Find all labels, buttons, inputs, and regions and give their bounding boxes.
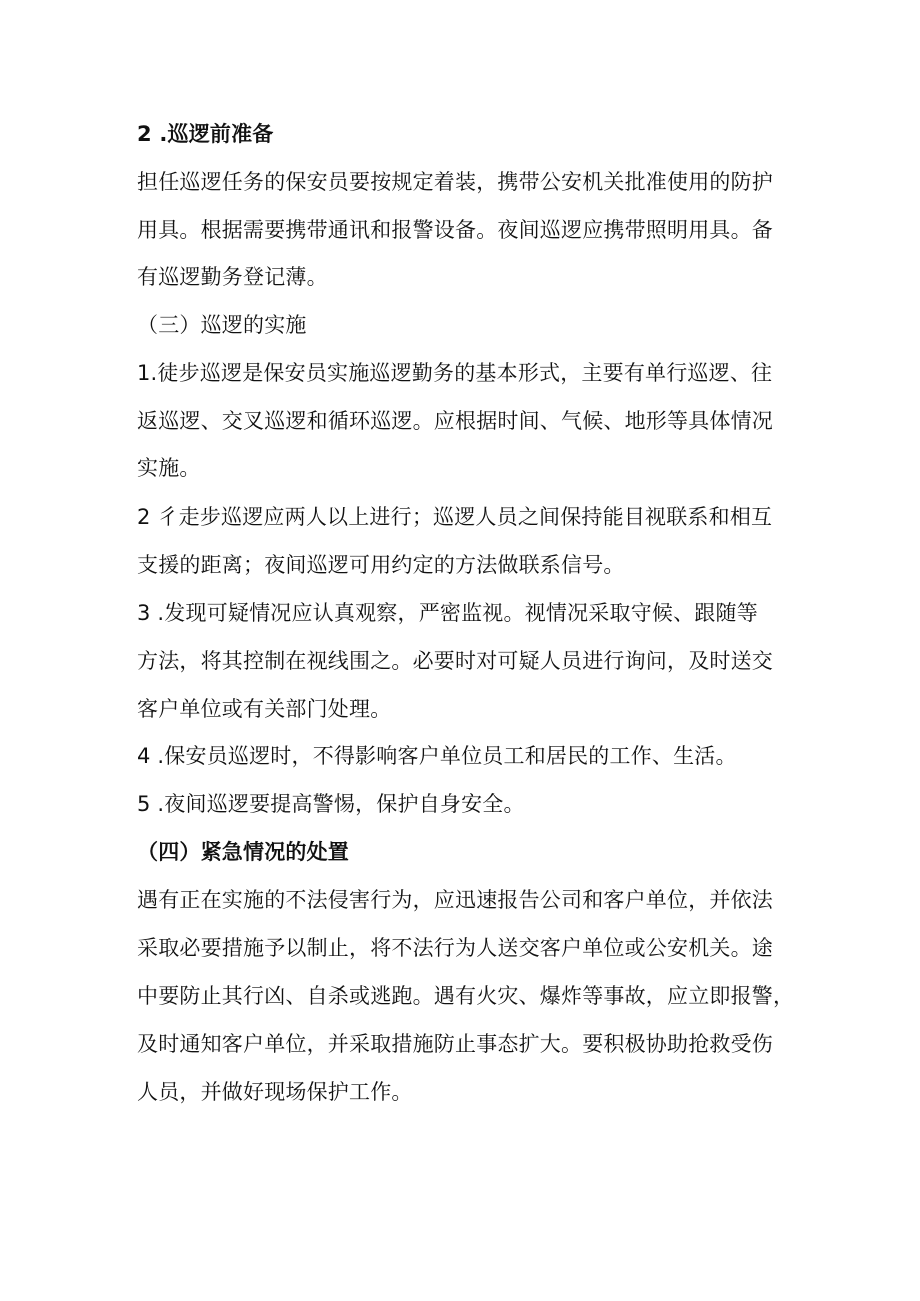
paragraph-line: 担任巡逻任务的保安员要按规定着装，携带公安机关批准使用的防护	[137, 170, 773, 194]
paragraph-line: 3 .发现可疑情况应认真观察，严密监视。视情况采取守候、跟随等	[137, 601, 758, 625]
paragraph-line: 返巡逻、交叉巡逻和循环巡逻。应根据时间、气候、地形等具体情况	[137, 409, 773, 433]
paragraph-line: 4 .保安员巡逻时，不得影响客户单位员工和居民的工作、生活。	[137, 744, 737, 768]
paragraph-line: 客户单位或有关部门处理。	[137, 697, 392, 721]
paragraph-line: 有巡逻勤务登记薄。	[137, 265, 328, 289]
paragraph-line: 实施。	[137, 456, 201, 480]
paragraph-line: 方法，将其控制在视线围之。必要时对可疑人员进行询问，及时送交	[137, 649, 773, 673]
section-heading-patrol-preparation: 2 .巡逻前准备	[137, 122, 274, 146]
section-heading-emergency-handling: （四）紧急情况的处置	[137, 840, 349, 864]
paragraph-line: 人员，并做好现场保护工作。	[137, 1080, 413, 1104]
section-heading-patrol-implementation: （三）巡逻的实施	[137, 313, 307, 337]
paragraph-line: 用具。根据需要携带通讯和报警设备。夜间巡逻应携带照明用具。备	[137, 218, 773, 242]
paragraph-line: 中要防止其行凶、自杀或逃跑。遇有火灾、爆炸等事故，应立即报警，	[137, 984, 795, 1008]
paragraph-line: 采取必要措施予以制止，将不法行为人送交客户单位或公安机关。途	[137, 936, 773, 960]
paragraph-line: 2 彳走步巡逻应两人以上进行；巡逻人员之间保持能目视联系和相互	[137, 505, 773, 529]
paragraph-line: 支援的距离；夜间巡逻可用约定的方法做联系信号。	[137, 553, 625, 577]
paragraph-line: 遇有正在实施的不法侵害行为，应迅速报告公司和客户单位，并依法	[137, 888, 773, 912]
paragraph-line: 5 .夜间巡逻要提高警惕，保护自身安全。	[137, 792, 525, 816]
paragraph-line: 及时通知客户单位，并采取措施防止事态扩大。要积极协助抢救受伤	[137, 1032, 773, 1056]
paragraph-line: 1.徒步巡逻是保安员实施巡逻勤务的基本形式，主要有单行巡逻、往	[137, 361, 773, 385]
